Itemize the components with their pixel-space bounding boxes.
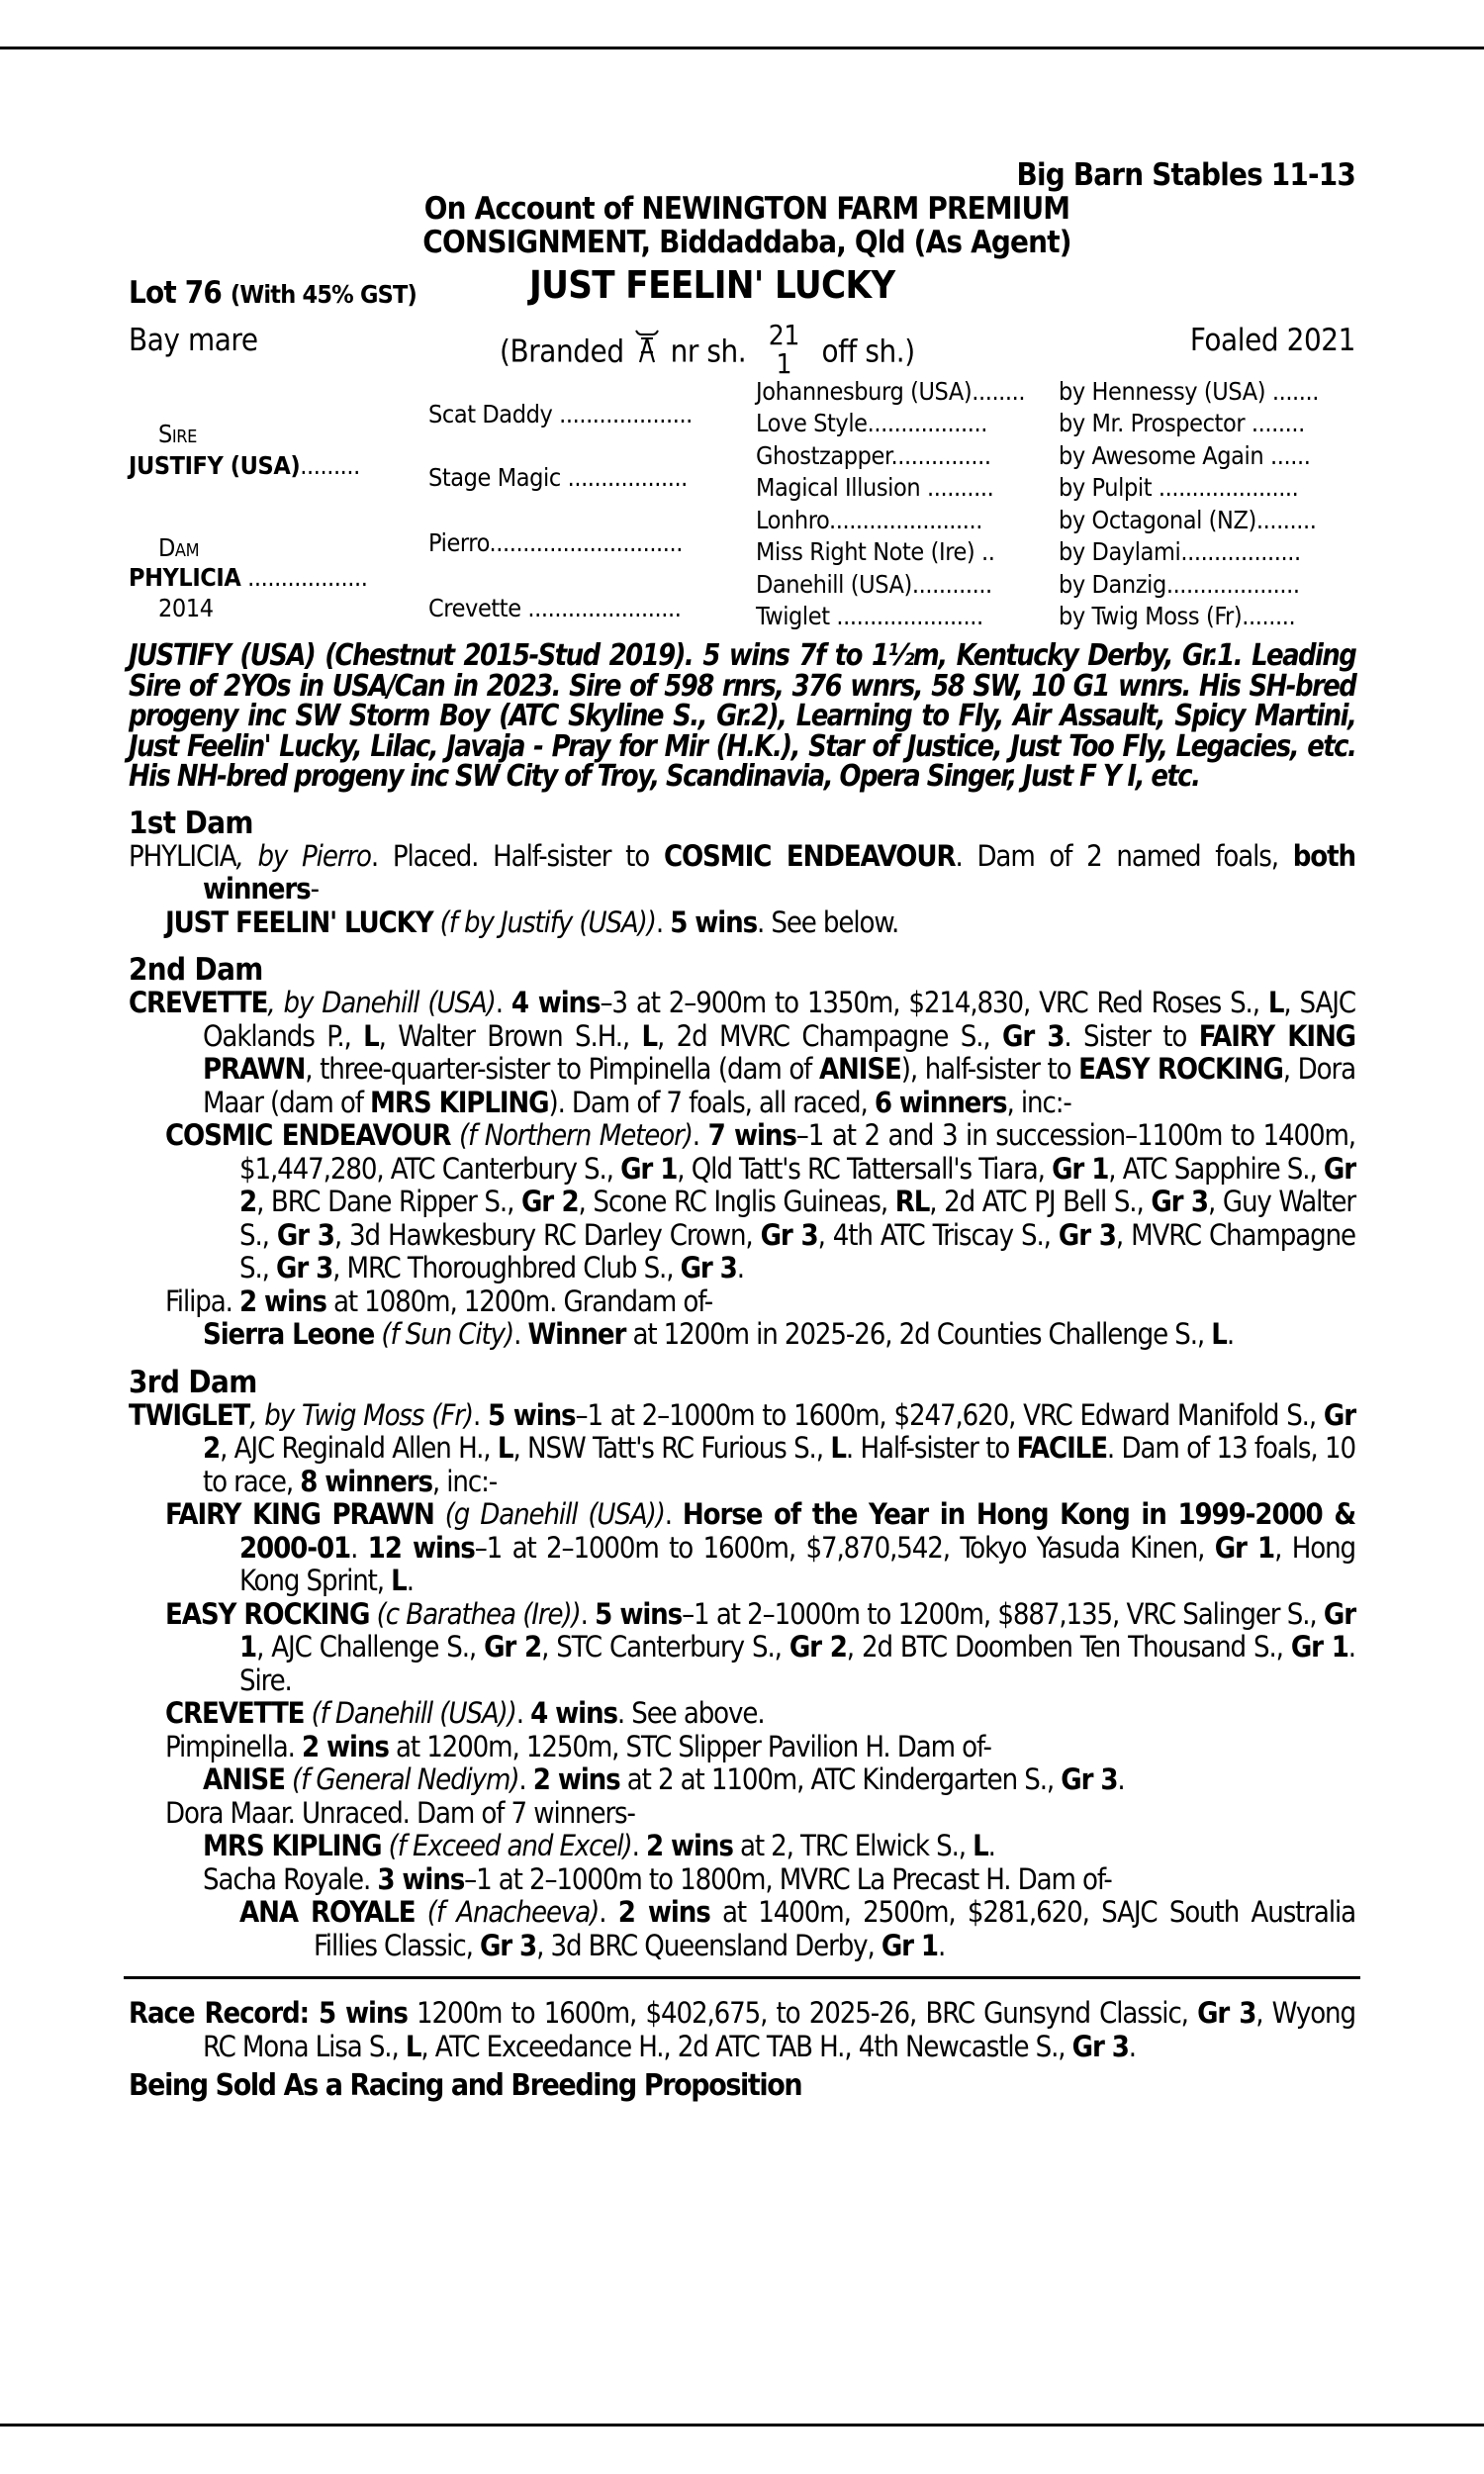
bold-text: L <box>405 2029 421 2063</box>
text: at 2, TRC Elwick S., <box>732 1829 974 1862</box>
text: . See above. <box>616 1696 765 1730</box>
text: Sacha Royale. <box>203 1861 378 1896</box>
text: . <box>736 1251 744 1285</box>
text: . Dam of 2 named foals, <box>955 838 1293 873</box>
bold-text: Gr 3 <box>680 1251 737 1285</box>
dam-entries <box>129 840 1355 940</box>
text: . <box>938 1928 946 1962</box>
gen3-name: Miss Right Note (Ire) <box>756 537 975 566</box>
gen4-entry: by Awesome Again ...... <box>1059 441 1311 470</box>
catalogue-page <box>129 158 1355 2103</box>
gen3-name: Magical Illusion <box>756 473 921 502</box>
bold-text: Gr 2 <box>520 1185 579 1218</box>
text: , BRC Dane Ripper S., <box>256 1185 521 1218</box>
brand-number-bottom: 1 <box>776 347 792 380</box>
text: ), half-sister to <box>900 1052 1079 1086</box>
text: , MRC Thoroughbred Club S., <box>332 1251 681 1285</box>
bold-text: L <box>497 1431 513 1465</box>
gen2-entry: Stage Magic .................. <box>428 463 688 492</box>
text: , ATC Sapphire S., <box>1108 1151 1324 1186</box>
pedigree-entry <box>129 1498 1355 1598</box>
bold-text: Gr 3 <box>276 1251 333 1285</box>
italic-text: (f General Nediym) <box>284 1762 519 1796</box>
text: . <box>1128 2029 1136 2063</box>
gen4-name: by Danzig <box>1059 570 1166 599</box>
text: at 2 at 1100m, ATC Kindergarten S., <box>619 1762 1062 1796</box>
bold-text: Gr 2 <box>239 1151 1355 1218</box>
gen4-name: by Daylami <box>1059 537 1181 566</box>
text: . <box>495 986 511 1019</box>
bold-text: 8 winners <box>300 1464 432 1498</box>
text: , inc:- <box>431 1464 498 1498</box>
bold-text: 12 wins <box>367 1530 475 1565</box>
gen3-entry: Johannesburg (USA)........ <box>756 377 1026 406</box>
bold-text: Horse of the Year in Hong Kong in 1999-2000 & 2000-01 <box>239 1497 1356 1565</box>
bold-text: MRS KIPLING <box>370 1085 549 1119</box>
bold-text: L <box>1267 986 1284 1019</box>
bold-text: 2 wins <box>617 1895 710 1929</box>
bold-text: Gr 1 <box>1290 1630 1348 1664</box>
text: , Qld Tatt's RC Tattersall's Tiara, <box>677 1151 1053 1186</box>
bold-text: Gr 3 <box>1197 1996 1256 2030</box>
pedigree-entry <box>129 1119 1355 1285</box>
bold-text: MRS KIPLING <box>203 1829 382 1862</box>
text: . <box>515 1696 531 1730</box>
gen2-name: Scat Daddy <box>428 400 553 428</box>
bold-text: 5 wins <box>595 1596 683 1631</box>
third-dam-section <box>129 1366 1355 1963</box>
leader-dots: .................. <box>240 563 368 592</box>
text: , Scone RC Inglis Guineas, <box>578 1185 895 1218</box>
bold-text: L <box>1211 1317 1227 1351</box>
dam-year: 2014 <box>158 594 214 622</box>
gen4-entry: by Twig Moss (Fr)........ <box>1059 602 1296 630</box>
text: . <box>1117 1762 1125 1796</box>
text: , Wyong RC Mona Lisa S., <box>203 1996 1355 2063</box>
dam-entries <box>129 987 1355 1352</box>
italic-text: (f Exceed and Excel) <box>381 1829 632 1862</box>
gen4-entry: by Octagonal (NZ)......... <box>1059 506 1317 534</box>
sire-summary: JUSTIFY (USA) (Chestnut 2015-Stud 2019). 5 wins 7f to 1½m, Kentucky Derby, Gr.1. Leading Sire of 2YOs in USA/Can in 2023. Sire of 598 rnrs, 376 wnrs, 58 SW, 10 G1 wnrs. His SH-bred progeny inc SW Storm Boy (ATC Skyline S., Gr.2), Learning to Fly, Air Assault, Spicy Martini, Just Feelin' Lucky, Lilac, Javaja - Pray for Mir (H.K.), Star of Justice, Just Too Fly, Legacies, etc. His NH-bred progeny inc SW City of Troy, Scandinavia, Opera Singer, Just F Y I, etc. <box>129 638 1356 794</box>
pedigree-table <box>129 370 1355 630</box>
gen3-name: Johannesburg (USA) <box>756 377 973 406</box>
bold-text: ANISE <box>818 1052 901 1086</box>
description-row <box>129 313 1355 380</box>
gen4-name: by Awesome Again <box>1059 441 1264 470</box>
gen4-entry: by Hennessy (USA) ....... <box>1059 377 1320 406</box>
bold-text: Gr 3 <box>1071 2029 1129 2063</box>
horse-name: JUST FEELIN' LUCKY <box>529 263 895 307</box>
foaled-year: Foaled 2021 <box>1189 323 1355 358</box>
bold-text: Gr 1 <box>881 1928 938 1962</box>
section-divider <box>124 1976 1360 1979</box>
bold-text: 6 winners <box>874 1085 1007 1119</box>
text: . <box>1226 1317 1234 1351</box>
race-record <box>129 1997 1355 2063</box>
bold-text: 2 wins <box>302 1729 389 1763</box>
sire-label: Sire <box>158 420 197 448</box>
gen3-name: Ghostzapper <box>756 441 891 470</box>
gen3-entry: Magical Illusion .......... <box>756 473 994 502</box>
text: , SAJC Oaklands P., <box>203 986 1355 1053</box>
bold-text: JUST FEELIN' LUCKY <box>165 904 433 939</box>
gen4-name: by Octagonal (NZ) <box>1059 506 1256 534</box>
text: . <box>987 1829 995 1862</box>
bold-text: Race Record: 5 wins <box>129 1996 408 2030</box>
brand-number-top: 21 <box>768 319 799 351</box>
text: . <box>599 1895 618 1929</box>
bold-text: FAIRY KING PRAWN <box>165 1497 434 1531</box>
text: at 1200m in 2025-26, 2d Counties Challenge S., <box>625 1317 1212 1351</box>
gen2-entry: Crevette ....................... <box>428 594 682 622</box>
first-dam-section <box>129 807 1355 940</box>
bold-text: EASY ROCKING <box>1078 1052 1283 1086</box>
text: Filipa. <box>165 1284 239 1318</box>
section-heading: 1st Dam <box>129 805 253 841</box>
italic-text: (f Anacheeva) <box>415 1895 600 1929</box>
dam-label: Dam <box>158 533 200 562</box>
pedigree-entry <box>129 840 1355 906</box>
bold-text: Winner <box>527 1317 626 1351</box>
text: . <box>518 1762 533 1796</box>
text: . <box>631 1829 646 1862</box>
text: . Dam of 13 foals, 10 to race, <box>203 1431 1355 1498</box>
bold-text: 5 wins <box>670 904 757 939</box>
italic-text: (f Northern Meteor) <box>450 1118 693 1152</box>
gen2-entry: Scat Daddy .................... <box>428 400 693 428</box>
dam-entries <box>129 1399 1355 1963</box>
gen4-name: by Pulpit <box>1059 473 1153 502</box>
text: –1 at 2–1000m to 1200m, $887,135, VRC Salinger S., <box>682 1596 1324 1631</box>
pedigree-entry <box>129 1318 1355 1352</box>
gen4-name: by Twig Moss (Fr) <box>1059 602 1243 630</box>
text: . <box>655 904 671 939</box>
italic-text: (g Danehill (USA)) <box>433 1497 665 1531</box>
text: , STC Canterbury S., <box>541 1630 789 1664</box>
pedigree-entry <box>129 1763 1355 1797</box>
gen4-entry: by Mr. Prospector ........ <box>1059 409 1305 437</box>
text: –1 at 2–1000m to 1600m, $7,870,542, Tokyo Yasuda Kinen, <box>474 1530 1215 1565</box>
bold-text: Gr 3 <box>1061 1762 1118 1796</box>
text: . Sire. <box>239 1630 1355 1697</box>
text: , 3d Hawkesbury RC Darley Crown, <box>333 1217 761 1252</box>
bold-text: ANA ROYALE <box>239 1895 416 1929</box>
bold-text: ANISE <box>203 1762 285 1796</box>
text: , 4th ATC Triscay S., <box>817 1217 1059 1252</box>
lot-label: Lot 76 <box>129 275 222 311</box>
gst-note: (With 45% GST) <box>230 280 417 309</box>
bold-text: 5 wins <box>488 1397 576 1432</box>
text: –3 at 2–900m to 1350m, $214,830, VRC Red Roses S., <box>600 986 1268 1019</box>
pedigree-entry <box>129 1830 1355 1863</box>
bold-text: L <box>973 1829 988 1862</box>
bold-text: L <box>391 1564 407 1597</box>
horse-sex-colour: Bay mare <box>129 323 258 358</box>
bold-text: RL <box>894 1185 930 1218</box>
text: –1 at 2–1000m to 1800m, MVRC La Precast H. Dam of- <box>464 1861 1112 1896</box>
text: Pimpinella. <box>165 1729 303 1763</box>
section-heading: 3rd Dam <box>129 1364 257 1400</box>
text: . <box>472 1397 489 1432</box>
italic-text: , by Twig Moss (Fr) <box>249 1397 473 1432</box>
bold-text: Gr 2 <box>788 1630 847 1664</box>
text: , Guy Walter S., <box>239 1185 1355 1252</box>
bold-text: COSMIC ENDEAVOUR <box>165 1118 451 1152</box>
text: PHYLICIA <box>129 838 236 873</box>
pedigree-entry <box>129 1797 1355 1831</box>
bold-text: Gr 3 <box>760 1217 818 1252</box>
brand-prefix: (Branded <box>500 333 624 370</box>
gen3-entry: Love Style.................. <box>756 409 987 437</box>
bold-text: L <box>641 1018 658 1053</box>
bold-text: FACILE <box>1016 1431 1107 1465</box>
text: . <box>513 1317 528 1351</box>
text: , 2d MVRC Champagne S., <box>657 1018 1003 1053</box>
dam-entry <box>129 561 367 595</box>
bold-text: Gr 1 <box>1052 1151 1109 1186</box>
text: , Dora Maar (dam of <box>203 1052 1356 1119</box>
bold-text: L <box>363 1018 379 1053</box>
text: at 1400m, 2500m, $281,620, SAJC South Australia Fillies Classic, <box>314 1895 1356 1962</box>
text: –1 at 2 and 3 in succession–1100m to 1400m, $1,447,280, ATC Canterbury S., <box>239 1118 1355 1186</box>
text: , AJC Challenge S., <box>256 1630 485 1664</box>
gen2-name: Stage Magic <box>428 463 561 492</box>
bold-text: Gr 3 <box>1151 1185 1208 1218</box>
pedigree-entry <box>129 1896 1355 1962</box>
gen2-entry: Pierro............................. <box>428 528 684 557</box>
text: , Hong Kong Sprint, <box>239 1530 1355 1597</box>
bold-text: Gr 3 <box>479 1928 537 1962</box>
vendor-line-1: On Account of NEWINGTON FARM PREMIUM <box>423 191 1070 227</box>
text: at 1080m, 1200m. Grandam of- <box>325 1284 713 1318</box>
bold-text: Gr 1 <box>239 1596 1356 1664</box>
section-heading: 2nd Dam <box>129 952 263 988</box>
text: , inc:- <box>1006 1085 1071 1119</box>
text: , AJC Reginald Allen H., <box>220 1431 498 1465</box>
gen4-name: by Hennessy (USA) <box>1059 377 1266 406</box>
pedigree-entry <box>129 906 1355 940</box>
text: , 2d BTC Doomben Ten Thousand S., <box>846 1630 1291 1664</box>
bold-text: both winners <box>203 838 1355 905</box>
brand-off-shoulder: off sh.) <box>821 333 915 370</box>
text: . Half-sister to <box>845 1431 1017 1465</box>
text: . <box>692 1118 708 1152</box>
gen3-name: Danehill (USA) <box>756 570 912 599</box>
bold-text: CREVETTE <box>129 986 268 1019</box>
text: , 3d BRC Queensland Derby, <box>536 1928 881 1962</box>
gen3-entry: Miss Right Note (Ire) .. <box>756 537 995 566</box>
bold-text: Gr 1 <box>620 1151 678 1186</box>
bold-text: 2 wins <box>532 1762 620 1796</box>
text: , Walter Brown S.H., <box>378 1018 642 1053</box>
gen4-name: by Mr. Prospector <box>1059 409 1246 437</box>
bold-text: CREVETTE <box>165 1696 305 1730</box>
bold-text: Gr 3 <box>1002 1018 1065 1053</box>
text: . <box>350 1530 368 1565</box>
bold-text: 2 wins <box>238 1284 326 1318</box>
gen2-name: Crevette <box>428 594 521 622</box>
text: 1200m to 1600m, $402,675, to 2025-26, BRC Gunsynd Classic, <box>407 1996 1198 2030</box>
bold-text: TWIGLET <box>129 1397 250 1432</box>
text: , three-quarter-sister to Pimpinella (dam of <box>305 1052 819 1086</box>
gen3-name: Twiglet <box>756 602 830 630</box>
second-dam-section <box>129 953 1355 1352</box>
italic-text: , by Pierro <box>235 838 371 873</box>
italic-text: (c Barathea (Ire)) <box>369 1596 581 1631</box>
text: . See below. <box>757 904 899 939</box>
pedigree-entry <box>129 1731 1355 1764</box>
gen4-entry: by Danzig.................... <box>1059 570 1300 599</box>
gen3-entry: Lonhro....................... <box>756 506 983 534</box>
gen4-entry: by Daylami.................. <box>1059 537 1301 566</box>
text: . Placed. Half-sister to <box>370 838 664 873</box>
sale-proposition: Being Sold As a Racing and Breeding Proposition <box>129 2068 802 2103</box>
vendor-line-2: CONSIGNMENT, Biddaddaba, Qld (As Agent) <box>422 225 1071 260</box>
text: –1 at 2–1000m to 1600m, $247,620, VRC Edward Manifold S., <box>575 1397 1324 1432</box>
gen3-entry: Twiglet ...................... <box>756 602 983 630</box>
lot-row <box>129 263 1355 313</box>
gen3-entry: Ghostzapper............... <box>756 441 991 470</box>
sire-name: JUSTIFY (USA) <box>129 451 301 480</box>
gen2-name: Pierro <box>428 528 490 557</box>
pedigree-entry <box>129 1399 1355 1499</box>
pedigree-entry <box>129 1863 1355 1897</box>
text: , MVRC Champagne S., <box>239 1217 1355 1285</box>
text: . <box>406 1564 414 1597</box>
bold-text: Gr 2 <box>203 1397 1356 1465</box>
bold-text: FAIRY KING PRAWN <box>203 1018 1355 1086</box>
bold-text: EASY ROCKING <box>165 1596 370 1631</box>
bold-text: Gr 1 <box>1214 1530 1275 1565</box>
bottom-rule <box>0 2424 1484 2426</box>
bold-text: Gr 2 <box>484 1630 542 1664</box>
bold-text: Gr 3 <box>1058 1217 1116 1252</box>
text: , ATC Exceedance H., 2d ATC TAB H., 4th Newcastle S., <box>420 2029 1072 2063</box>
dam-name: PHYLICIA <box>129 563 241 592</box>
bold-text: 3 wins <box>377 1861 465 1896</box>
pedigree-entry <box>129 1697 1355 1731</box>
gen3-name: Love Style <box>756 409 868 437</box>
italic-text: (f by Justify (USA)) <box>432 904 656 939</box>
bold-text: Gr 3 <box>276 1217 334 1252</box>
bold-text: L <box>830 1431 846 1465</box>
italic-text: (f Danehill (USA)) <box>304 1696 516 1730</box>
text: Dora Maar. Unraced. Dam of 7 winners- <box>165 1795 635 1830</box>
text: , NSW Tatt's RC Furious S., <box>512 1431 831 1465</box>
text: , 2d ATC PJ Bell S., <box>929 1185 1152 1218</box>
bold-text: 2 wins <box>646 1829 733 1862</box>
italic-text: , by Danehill (USA) <box>267 986 496 1019</box>
bold-text: 4 wins <box>510 986 601 1019</box>
text: . <box>664 1497 683 1531</box>
brand-mark-icon <box>632 334 662 364</box>
top-rule <box>0 47 1484 49</box>
text: at 1200m, 1250m, STC Slipper Pavilion H. Dam of- <box>388 1729 991 1763</box>
italic-text: (f Sun City) <box>374 1317 514 1351</box>
sire-entry <box>129 449 360 483</box>
leader-dots: ......... <box>300 451 360 480</box>
bold-text: 7 wins <box>707 1118 796 1152</box>
text: . Sister to <box>1064 1018 1199 1053</box>
text: - <box>310 872 319 905</box>
bold-text: COSMIC ENDEAVOUR <box>663 838 956 873</box>
lot-number <box>129 277 417 312</box>
gen3-entry: Danehill (USA)............ <box>756 570 992 599</box>
bold-text: 4 wins <box>530 1696 617 1730</box>
gen3-name: Lonhro <box>756 506 829 534</box>
gen4-entry: by Pulpit ..................... <box>1059 473 1299 502</box>
text: . <box>580 1596 596 1631</box>
pedigree-entry <box>129 1598 1355 1698</box>
brand-near-shoulder: nr sh. <box>670 333 747 370</box>
pedigree-entry <box>129 987 1355 1119</box>
bold-text: Sierra Leone <box>203 1317 375 1351</box>
stable-location: Big Barn Stables 11-13 <box>1016 157 1355 193</box>
text: ). Dam of 7 foals, all raced, <box>548 1085 875 1119</box>
pedigree-entry <box>129 1285 1355 1319</box>
